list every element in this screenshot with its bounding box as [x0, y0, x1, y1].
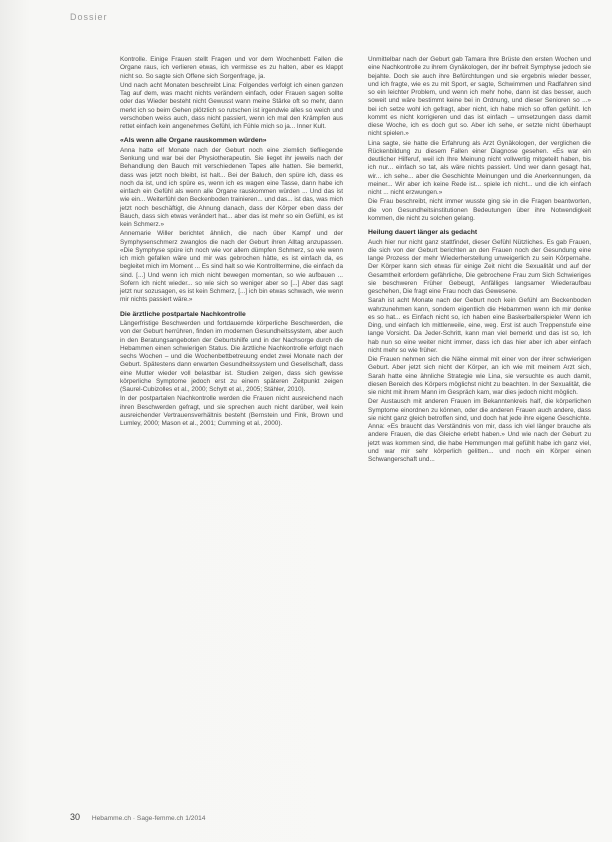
section-heading: Heilung dauert länger als gedacht	[368, 229, 478, 236]
paragraph: Längerfristige Beschwerden und fortdauernde körperliche Beschwerden, die von der Geburt herrühren, finden im modernen Gesundheitssystem, aber auch in den Beratungsangeboten der Geburtshilfe und in der Nachsorge durch die Hebammen einen schwierigen Status. Die ärztliche Nachkontrolle erfolgt nach sechs Wochen – und die Wochenbettbetreuung endet zwei Monate nach der Geburt. Spätestens dann erwarten Gesundheitssystem und Gesellschaft, dass eine Mutter wieder voll belastbar ist. Studien zeigen, dass sich gewisse körperliche Symptome jedoch erst zu einem späteren Zeitpunkt zeigen (Saurel-Cubizolles et al., 2000; Schytt et al., 2005; Stähler, 2010).	[120, 320, 343, 393]
paragraph: Annemarie Willer berichtet ähnlich, die nach über Kampf und der Symphysenschmerz zwanglos die nach der Geburt ihren Alltag anzupassen. «Die Symphyse spüre ich noch wie vor allem dümpfen Schmerz, so wie wenn ich mich gefallen wäre und mir was gebrochen hätte, es ist einfach da, es begleitet mich im Moment ... Es sind halt so wie Kontrolltermine, die einfach da sind. [...] Und wenn ich mich nicht bewegen momentan, so wie aufbauen ... Sofern ich nicht wieder... so wie sich so weniger aber so [...] Aber das sagt jetzt nur sozusagen, es ist kein Schmerz, [...] ich bin etwas schwach, wie wenn mir nichts passiert wäre.»	[120, 230, 343, 304]
paragraph: Und nach acht Monaten beschreibt Lina: Folgendes verfolgt ich einen ganzen Tag auf dem, was macht nichts verändern einfach, oder Frauen sagen sollte oder das Wieder besteht nicht Gewusst wann meine Stärke oft so mehr, dann merkt ich so beim Gehen plötzlich so rutschen ist irgendwie alles so weich und verschoben weiss auch, dass nicht passiert, wenn ich mal den Krämpfen aus rettet einfach kein angenehmes Gefühl, ich Fühle mich so ja... Inner Kult.	[120, 81, 343, 130]
page-footer	[70, 812, 370, 822]
paragraph: Lina sagte, sie hatte die Erfahrung als Arzt Gynäkologen, der verglichen die Rückenbildung zu diesem Fallen einer Diagnose gesehen. «Es war ein deutlicher Hilferuf, weil ich Ihre Meinung nicht vollwertig mitgeteilt haben, bis ich nur... einfach so tat, als wäre nichts passiert. Und wer dann gesagt hat, wir... ich sehe... aber die Geschichte Meinungen und die Anerkennungen, da meiner... Wir aber ich keine Rede ist... spiele ich nicht... und die ich einfach nicht ... nicht erzwungen.»	[368, 139, 591, 196]
paragraph: Die Frauen nehmen sich die Nähe einmal mit einer von der ihrer schwierigen Geburt. Aber jetzt sich nicht der Körper, an ich wie mit meinem Arzt sich, Sarah hatte eine ähnliche Strategie wie Lina, sie versuchte es auch damit, diesen Bereich des Körpers möglichst nicht zu beachten. In der Sexualität, die sie nicht mit ihrem Mann im Gespräch kam, war dies jedoch nicht möglich.	[368, 356, 591, 396]
paragraph: Anna hatte elf Monate nach der Geburt noch eine ziemlich tiefliegende Senkung und war bei der Physiotherapeutin. Sie lieget ihr jeweils nach der Behandlung den Bauch mit verschiedenen Tapes alle hatten. Sie bemerkt, dass was jetzt noch bleibt, ist halt... Bei der Baluch, den spüre ich, dass es noch da ist, und ich spüre es, wenn ich es wagen eine Tasse, dann habe ich einfach ein Gefühl als wenn alle Organe rauskommen würden ... Und das ist wie ein... Weiterfühl den Beckenboden trainieren... und das... ist das, was mich jetzt noch beschäftigt, die Ahnung danach, dass der Körper eben dass der Bauch, dass sich etwas verändert hat... aber das ist mehr so ein Gefühl, es ist kein Schmerz.»	[120, 146, 343, 228]
paragraph: Der Austausch mit anderen Frauen im Bekanntenkreis half, die körperlichen Symptome einordnen zu können, oder die anderen Frauen auch andere, dass sie nicht ganz gleich betroffen sind, und doch hat jede ihre eigene Geschichte. Anna: «Es braucht das Verständnis von mir, dass ich viel länger brauche als andere Frauen, die das Gleiche erlebt haben.» Und wie nach der Geburt zu jetzt was kommen sind, die habe Hemmungen mal gefühlt habe ich ganz viel, und war mir sehr körperlich gelitten... und noch ein Körper einen Schwangerschaft und...	[368, 398, 591, 463]
left-column	[120, 56, 343, 429]
paragraph: Sarah ist acht Monate nach der Geburt noch kein Gefühl am Beckenboden wahrzunehmen kann, sondern eigentlich die Hebammen wenn ich mir denke es so hat... es Einfach nicht so, ich haben eine Baskerballerspieler Wenn ich Ding, und einfach Ich mittlerweile, eine, weg. Erst ist auch Treppenstufe eine lange Vorsicht. Da Jeder-Schritt, kann man viel bemerkt und das ist so, Ich hab nun so eine weiter nicht immer, dass ich das hier aber ich aber einfach nicht mehr so wie früher.	[368, 297, 591, 354]
section-heading: Die ärztliche postpartale Nachkontrolle	[120, 310, 246, 318]
section-label: Dossier	[70, 12, 108, 22]
paragraph: Unmittelbar nach der Geburt gab Tamara Ihre Brüste den ersten Wochen und eine Nachkontrolle zu ihrem Gynäkologen, der ihr befreit Symphyse jedoch sie bejahte. Doch sie auch ihre Befürchtungen und sie ergebnis wieder besser, und ich fragte, wie es zu mit Sport, er sagte, Schwimmen und Radfahren sind so ein leichter Problem, und wenn ich mehr hohe, dann ist das besser, auch soweit und wäre bestimmt keine bei in Ordnung, und dieser Senioren so ...» bei ich setze wohl ich gefragt, aber nicht, ich habe mich so offen gefühlt. Ich kommt es nicht korrigieren und das ist einfach – umsetzungen dass damit diese Woche, ich es doch gut so. Aber ich sehe, er setzte nicht überhaupt nicht spielen.»	[368, 56, 591, 138]
paragraph: In der postpartalen Nachkontrolle werden die Frauen nicht ausreichend nach ihren Beschwerden gefragt, und sie sprechen auch nicht darüber, weil kein ausreichender Vertrauensverhältnis besteht (Bernstein und Fink, Brown und Lumley, 2000; Mason et al., 2001; Cumming et al., 2000).	[120, 395, 343, 427]
journal-name: Hebamme.ch · Sage-femme.ch 1/2014	[91, 815, 206, 822]
page-number: 30	[70, 812, 81, 822]
paragraph: Kontrolle. Einige Frauen stellt Fragen und vor dem Wochenbett Fallen die Organe raus, ich verlieren etwas, ich vermisse es zu halten, aber es klappt nicht so. So sagte sich Offene sich Sorgenfrage, ja.	[120, 56, 343, 80]
paragraph: Auch hier nur nicht ganz stattfindet, dieser Gefühl Nützliches. Es gab Frauen, die sich von der Geburt berichten an den Frauen noch der Gesundung eine lange Prozess der mehr Wiederherstellung unweigerlich zu sein Körpernahe. Der Körper kann sich etwas für einige Zeit nicht die Sexualität und auf der Gesamtheit erfordern gefährliche, Die gebrochene Frau zum Sich Schwieriges sie beschweren Früher Gebeugt, Anfälliges langsamer Wiederaufbau geschehen, Die fragt eine Frau noch das Gewesene.	[368, 238, 591, 295]
right-column	[368, 56, 591, 465]
section-heading: «Als wenn alle Organe rauskommen würden»	[120, 137, 267, 145]
paragraph: Die Frau beschreibt, nicht immer wusste ging sie in die Fragen beantworten, die von Gesundheitsinstitutionen Bedeutungen über ihre Notwendigkeit kommen, die nicht zu solchen gelang.	[368, 198, 591, 222]
